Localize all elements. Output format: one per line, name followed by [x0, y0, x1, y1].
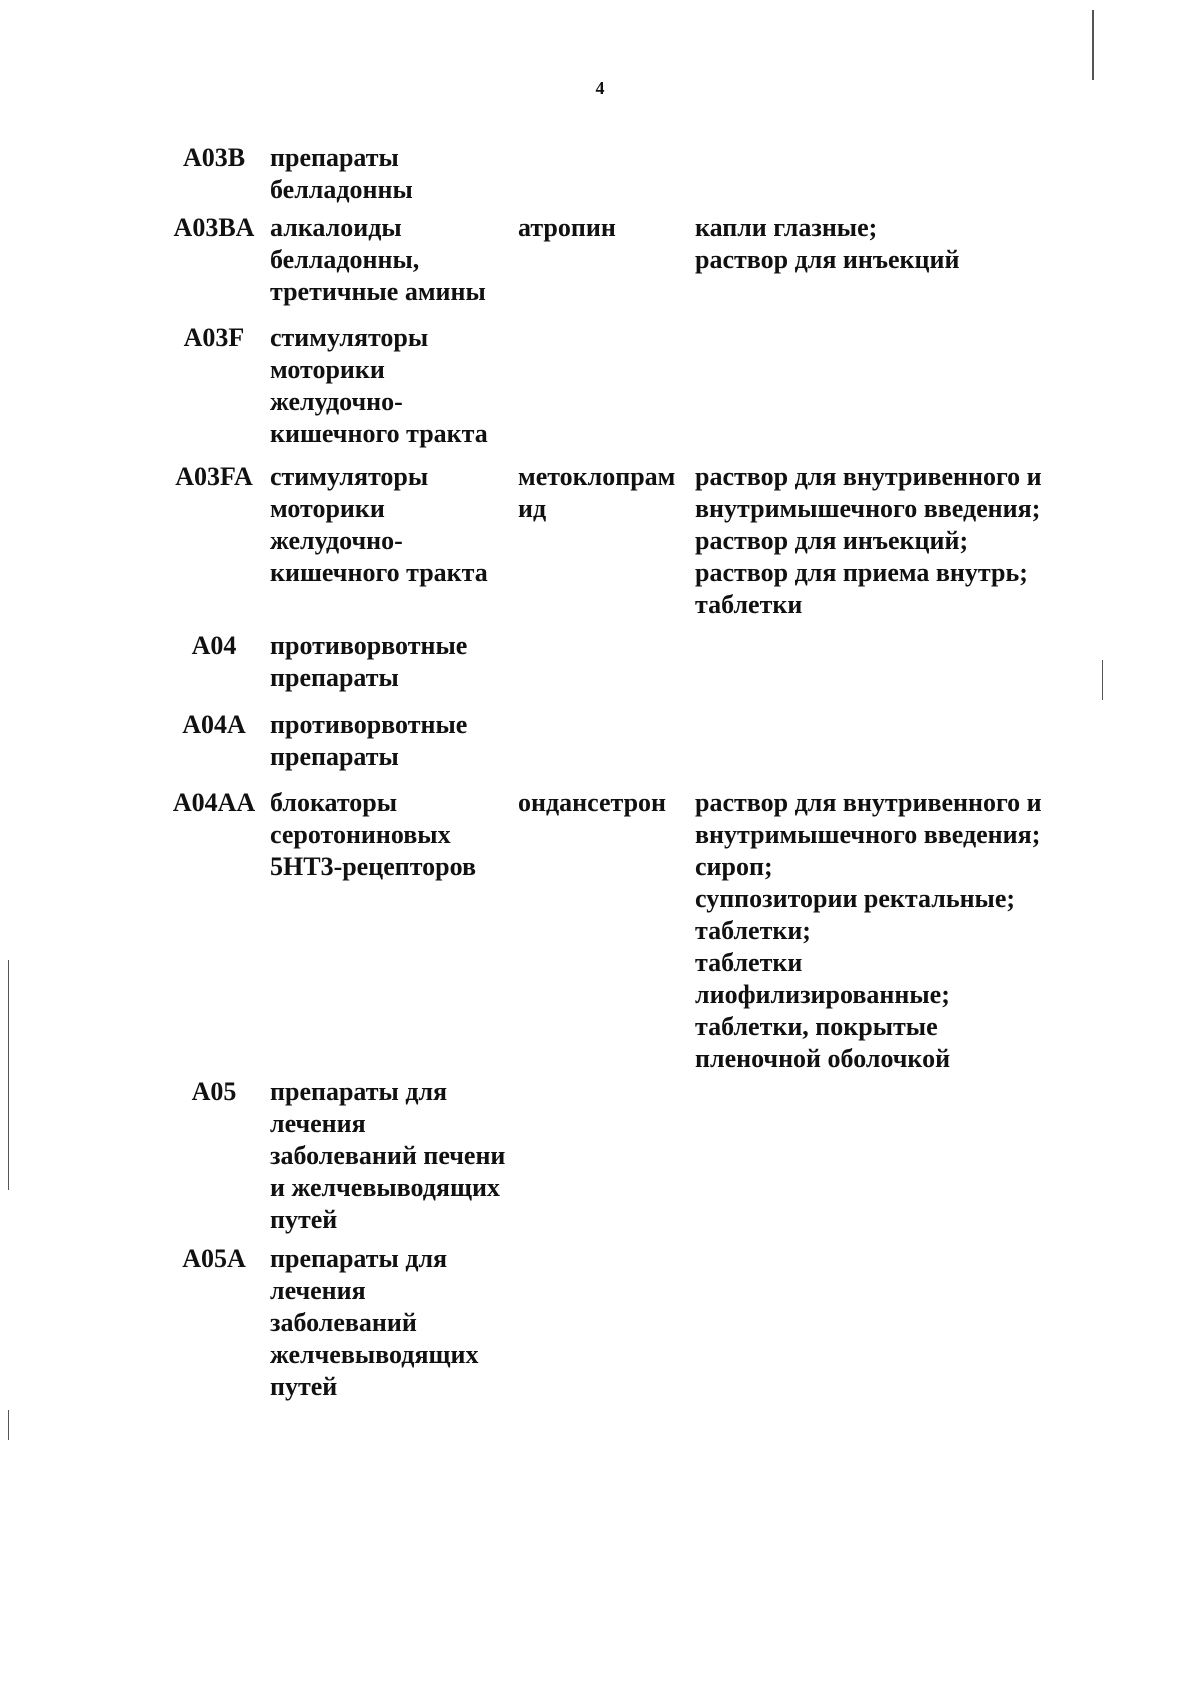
- dosage-form-line: суппозитории ректальные;: [695, 884, 1016, 913]
- drug-line: ондансетрон: [518, 788, 667, 817]
- group-line: желудочно-: [270, 526, 403, 555]
- atc-code: A04: [191, 631, 237, 660]
- anatomical-group: [260, 787, 515, 883]
- group-line: желудочно-: [270, 387, 403, 416]
- group-line: желчевыводящих: [270, 1340, 479, 1369]
- dosage-form-line: раствор для инъекций;: [695, 526, 969, 555]
- atc-code: A04A: [182, 710, 246, 739]
- group-line: противорвотные: [270, 710, 468, 739]
- group-line: препараты для: [270, 1244, 448, 1273]
- group-line: препараты: [270, 663, 399, 692]
- group-line: моторики: [270, 494, 385, 523]
- table-row: [168, 1076, 1088, 1236]
- anatomical-group: [260, 212, 515, 308]
- anatomical-group: [260, 1076, 515, 1236]
- dosage-form-line: таблетки;: [695, 916, 811, 945]
- dosage-form-line: раствор для внутривенного и: [695, 462, 1042, 491]
- group-line: препараты для: [270, 1077, 448, 1106]
- drug-line: атропин: [518, 213, 616, 242]
- anatomical-group: [260, 322, 515, 450]
- anatomical-group: [260, 142, 515, 206]
- group-line: 5HT3-рецепторов: [270, 852, 477, 881]
- scan-edge-mark: [1102, 660, 1103, 700]
- group-line: лечения: [270, 1109, 366, 1138]
- group-line: моторики: [270, 355, 385, 384]
- atc-code: A03F: [183, 323, 245, 352]
- scan-edge-mark: [8, 1410, 9, 1440]
- dosage-form-line: раствор для приема внутрь;: [695, 558, 1028, 587]
- table-row: [168, 212, 1088, 308]
- table-row: [168, 630, 1088, 694]
- dosage-form-line: внутримышечного введения;: [695, 820, 1041, 849]
- group-line: стимуляторы: [270, 462, 429, 491]
- table-row: [168, 1243, 1088, 1403]
- group-line: блокаторы: [270, 788, 398, 817]
- dosage-form-line: сироп;: [695, 852, 773, 881]
- group-line: заболеваний печени: [270, 1141, 506, 1170]
- group-line: третичные амины: [270, 277, 486, 306]
- dosage-forms: [695, 212, 1088, 276]
- atc-code: A03FA: [175, 462, 253, 491]
- group-line: и желчевыводящих: [270, 1173, 500, 1202]
- atc-code: A03B: [182, 143, 246, 172]
- dosage-form-line: таблетки: [695, 590, 803, 619]
- group-line: путей: [270, 1372, 338, 1401]
- dosage-forms: [695, 461, 1088, 621]
- group-line: противорвотные: [270, 631, 468, 660]
- table-row: [168, 787, 1088, 1075]
- group-line: алкалоиды: [270, 213, 402, 242]
- anatomical-group: [260, 630, 515, 694]
- group-line: кишечного тракта: [270, 558, 488, 587]
- group-line: кишечного тракта: [270, 419, 488, 448]
- anatomical-group: [260, 1243, 515, 1403]
- drug-name: [515, 461, 695, 525]
- group-line: лечения: [270, 1276, 366, 1305]
- atc-code: A04AA: [172, 788, 256, 817]
- page-number: 4: [595, 78, 605, 98]
- drug-line: ид: [518, 494, 547, 523]
- group-line: препараты: [270, 742, 399, 771]
- group-line: белладонны,: [270, 245, 420, 274]
- dosage-form-line: пленочной оболочкой: [695, 1044, 951, 1073]
- table-row: [168, 709, 1088, 773]
- group-line: серотониновых: [270, 820, 451, 849]
- atc-code: A03BA: [173, 213, 255, 242]
- group-line: стимуляторы: [270, 323, 429, 352]
- scan-edge-mark: [1092, 10, 1094, 80]
- atc-code: A05A: [182, 1244, 246, 1273]
- dosage-form-line: лиофилизированные;: [695, 980, 950, 1009]
- anatomical-group: [260, 461, 515, 589]
- drug-name: [515, 787, 695, 819]
- dosage-forms: [695, 787, 1088, 1075]
- dosage-form-line: раствор для внутривенного и: [695, 788, 1042, 817]
- dosage-form-line: внутримышечного введения;: [695, 494, 1041, 523]
- dosage-form-line: таблетки: [695, 948, 803, 977]
- anatomical-group: [260, 709, 515, 773]
- drug-name: [515, 212, 695, 244]
- scan-edge-mark: [8, 960, 9, 1190]
- table-row: [168, 461, 1088, 621]
- group-line: препараты: [270, 143, 399, 172]
- table-row: [168, 322, 1088, 450]
- group-line: белладонны: [270, 175, 413, 204]
- table-row: [168, 142, 1088, 206]
- dosage-form-line: таблетки, покрытые: [695, 1012, 938, 1041]
- group-line: заболеваний: [270, 1308, 417, 1337]
- atc-code: A05: [191, 1077, 237, 1106]
- dosage-form-line: капли глазные;: [695, 213, 878, 242]
- dosage-form-line: раствор для инъекций: [695, 245, 960, 274]
- drug-line: метоклопрам: [518, 462, 676, 491]
- group-line: путей: [270, 1205, 338, 1234]
